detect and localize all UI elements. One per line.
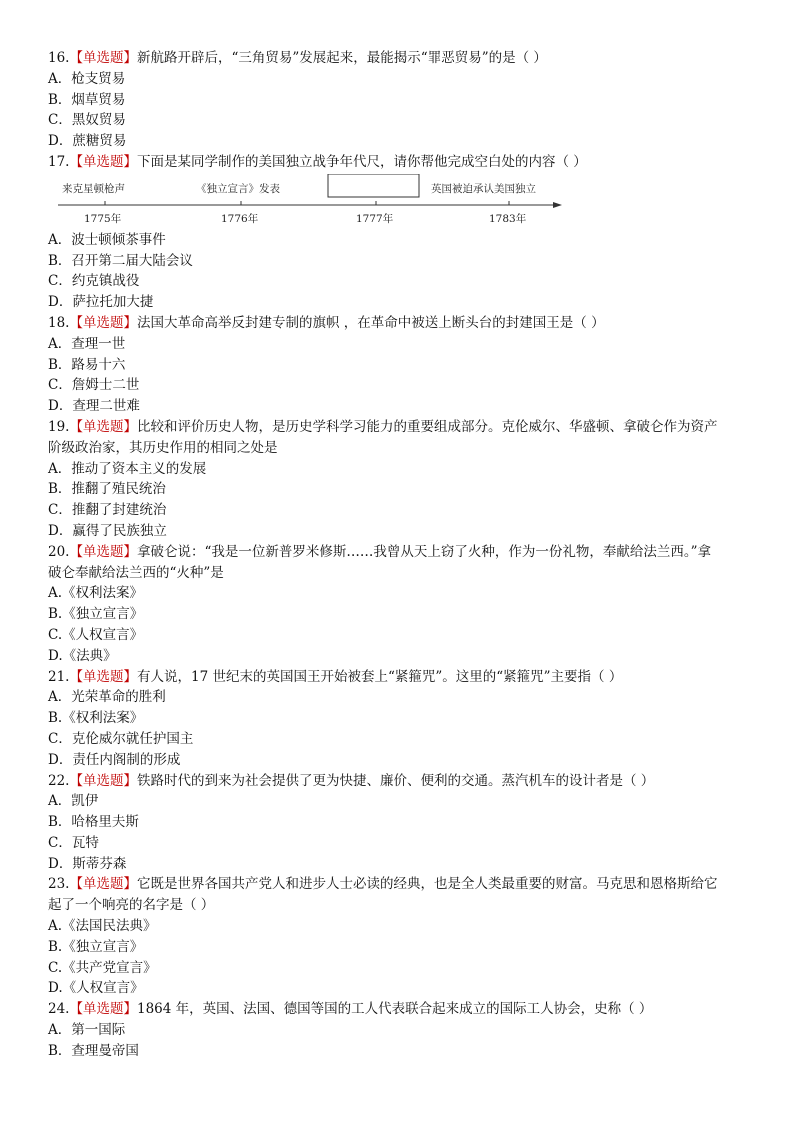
question-16 — [48, 48, 748, 152]
option-b[interactable]: B.《独立宣言》 — [48, 606, 144, 623]
option-d[interactable]: D．责任内阁制的形成 — [48, 751, 181, 768]
option-d[interactable]: D．蔗糖贸易 — [48, 133, 127, 150]
option-a[interactable]: A．凯伊 — [48, 793, 99, 810]
option-c[interactable]: C.《人权宣言》 — [48, 626, 144, 643]
option-b[interactable]: B.《权利法案》 — [48, 710, 144, 727]
timeline-year-4: 1783年 — [489, 212, 527, 225]
option-c[interactable]: C．詹姆士二世 — [48, 377, 140, 394]
question-sheet — [48, 48, 748, 1062]
question-stem: 22.【单选题】铁路时代的到来为社会提供了更为快捷、廉价、便利的交通。蒸汽机车的设计者是（ ） — [48, 772, 655, 789]
option-b[interactable]: B．查理曼帝国 — [48, 1042, 139, 1059]
question-type-tag: 【单选题】 — [69, 50, 137, 66]
option-b[interactable]: B．哈格里夫斯 — [48, 814, 139, 831]
timeline-event-2: 《独立宣言》发表 — [196, 182, 280, 195]
question-18 — [48, 313, 748, 417]
option-b[interactable]: B．推翻了殖民统治 — [48, 481, 166, 498]
question-23 — [48, 874, 748, 999]
option-a[interactable]: A．枪支贸易 — [48, 70, 126, 87]
question-stem: 21.【单选题】有人说，17 世纪末的英国国王开始被套上“紧箍咒”。这里的“紧箍咒”主要指（ ） — [48, 668, 623, 685]
question-stem-continued: 阶级政治家，其历史作用的相同之处是 — [48, 439, 278, 456]
option-c[interactable]: C.《共产党宣言》 — [48, 959, 157, 976]
option-c[interactable]: C．推翻了封建统治 — [48, 502, 167, 519]
question-type-tag: 【单选题】 — [69, 876, 137, 893]
option-c[interactable]: C．克伦威尔就任护国主 — [48, 730, 194, 747]
timeline-year-2: 1776年 — [221, 212, 259, 225]
timeline-year-1: 1775年 — [84, 212, 122, 225]
question-type-tag: 【单选题】 — [69, 153, 137, 170]
option-c[interactable]: C．瓦特 — [48, 834, 99, 851]
blank-answer-box[interactable] — [328, 174, 419, 197]
option-d[interactable]: D．查理二世难 — [48, 398, 140, 415]
question-stem: 23.【单选题】它既是世界各国共产党人和进步人士必读的经典，也是全人类最重要的财富。马克思和恩格斯给它 — [48, 876, 718, 893]
option-b[interactable]: B．召开第二届大陆会议 — [48, 252, 193, 269]
option-d[interactable]: D.《法典》 — [48, 647, 117, 664]
question-17 — [48, 152, 748, 313]
timeline-figure — [48, 174, 748, 226]
option-b[interactable]: B．路易十六 — [48, 356, 126, 373]
question-stem: 18.【单选题】法国大革命高举反封建专制的旗帜 ，在革命中被送上断头台的封建国王是（ ） — [48, 314, 605, 331]
option-a[interactable]: A.《权利法案》 — [48, 585, 144, 602]
question-stem: 24.【单选题】1864 年，英国、法国、德国等国的工人代表联合起来成立的国际工人协会，史称（ ） — [48, 1001, 653, 1018]
option-a[interactable]: A．光荣革命的胜利 — [48, 689, 166, 706]
arrow-head-icon — [553, 202, 562, 208]
question-type-tag: 【单选题】 — [69, 418, 137, 435]
timeline-year-3: 1777年 — [356, 212, 394, 225]
option-a[interactable]: A．波士顿倾茶事件 — [48, 231, 166, 248]
question-22 — [48, 771, 748, 875]
question-type-tag: 【单选题】 — [69, 772, 137, 789]
question-type-tag: 【单选题】 — [69, 1001, 137, 1018]
option-b[interactable]: B．烟草贸易 — [48, 91, 126, 108]
question-19 — [48, 417, 748, 542]
question-stem-continued: 破仑奉献给法兰西的“火种”是 — [48, 564, 224, 581]
question-stem-continued: 起了一个响亮的名字是（ ） — [48, 897, 215, 914]
question-stem: 16.【单选题】新航路开辟后，“三角贸易”发展起来，最能揭示“罪恶贸易”的是（ ） — [48, 50, 547, 66]
question-24 — [48, 999, 748, 1061]
option-d[interactable]: D．斯蒂芬森 — [48, 855, 127, 872]
option-c[interactable]: C．约克镇战役 — [48, 273, 140, 290]
question-stem: 19.【单选题】比较和评价历史人物，是历史学科学习能力的重要组成部分。克伦威尔、华盛顿、拿破仑作为资产 — [48, 418, 718, 435]
option-a[interactable]: A．第一国际 — [48, 1022, 126, 1039]
option-a[interactable]: A.《法国民法典》 — [48, 918, 157, 935]
question-20 — [48, 542, 748, 667]
question-type-tag: 【单选题】 — [69, 668, 137, 685]
option-d[interactable]: D.《人权宣言》 — [48, 980, 144, 997]
question-type-tag: 【单选题】 — [69, 543, 137, 560]
option-a[interactable]: A．查理一世 — [48, 335, 126, 352]
option-b[interactable]: B.《独立宣言》 — [48, 938, 144, 955]
question-stem: 17.【单选题】下面是某同学制作的美国独立战争年代尺，请你帮他完成空白处的内容（ ） — [48, 153, 587, 170]
option-a[interactable]: A．推动了资本主义的发展 — [48, 460, 207, 477]
option-d[interactable]: D．萨拉托加大捷 — [48, 294, 154, 311]
option-d[interactable]: D．赢得了民族独立 — [48, 522, 167, 539]
timeline-event-4: 英国被迫承认美国独立 — [431, 182, 536, 195]
timeline-event-1: 来克星顿枪声 — [62, 182, 125, 195]
question-type-tag: 【单选题】 — [69, 314, 137, 331]
option-c[interactable]: C．黑奴贸易 — [48, 112, 126, 129]
question-21 — [48, 667, 748, 771]
question-stem: 20.【单选题】拿破仑说：“我是一位新普罗米修斯……我曾从天上窃了火种，作为一份礼物，奉献给法兰西。”拿 — [48, 543, 712, 560]
timeline-svg — [48, 174, 568, 226]
